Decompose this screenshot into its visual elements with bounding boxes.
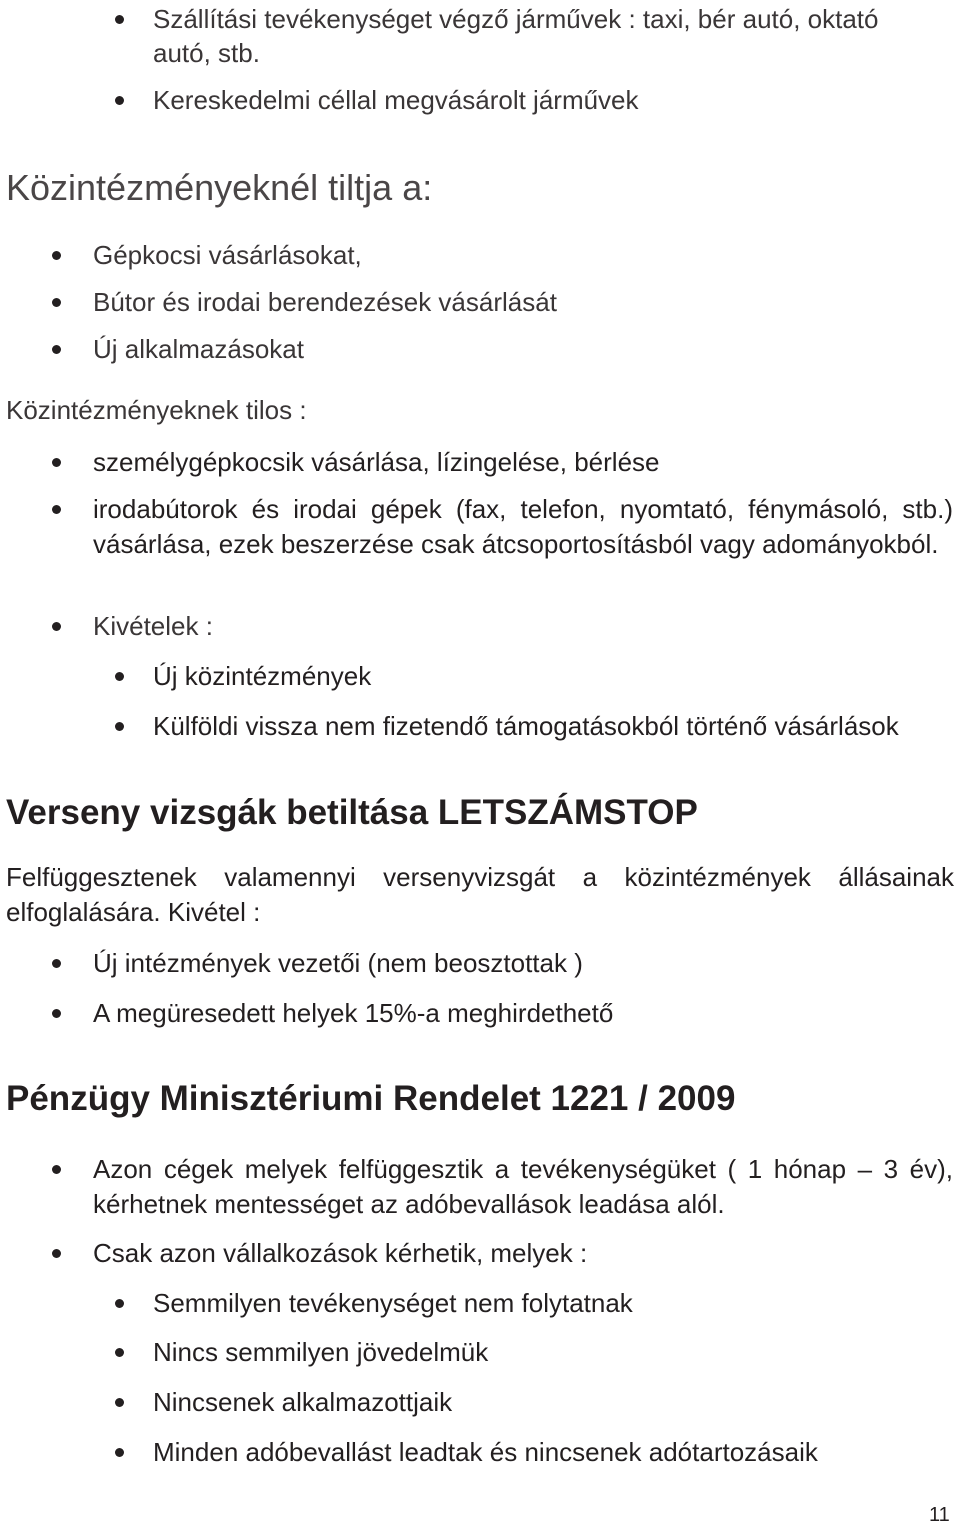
bullet — [115, 1448, 124, 1457]
sub-list-item-text: Nincs semmilyen jövedelmük — [153, 1337, 489, 1367]
list-item-text: Bútor és irodai berendezések vásárlását — [93, 287, 557, 317]
bullet — [115, 1348, 124, 1357]
sub-list-item-text: Külföldi vissza nem fizetendő támogatásokból történő vásárlások — [153, 711, 899, 741]
sub-list-item-text: Új közintézmények — [153, 661, 372, 691]
paragraph: Felfüggesztenek valamennyi versenyvizsgát a közintézmények állásainak elfoglalására. Kivétel : — [6, 862, 954, 927]
list-item-text: személygépkocsik vásárlása, lízingelése, bérlése — [93, 447, 660, 477]
bullet — [52, 1009, 61, 1018]
bullet — [52, 345, 61, 354]
page-number: 11 — [929, 1504, 950, 1526]
bullet — [52, 298, 61, 307]
list-item-text: Kivételek : — [93, 611, 213, 641]
section-heading: Verseny vizsgák betiltása LETSZÁMSTOP — [6, 793, 698, 832]
section-heading: Közintézményeknél tiltja a: — [6, 167, 433, 208]
sub-list-item-text: Nincsenek alkalmazottjaik — [153, 1387, 453, 1417]
bullet — [115, 96, 124, 105]
list-item-text: irodabútorok és irodai gépek (fax, telefon, nyomtató, fénymásoló, stb.) vásárlása, ezek beszerzése csak átcsoportosításból vagy adományokból. — [93, 494, 953, 559]
list-item-text: Azon cégek melyek felfüggesztik a tevékenységüket ( 1 hónap – 3 év), kérhetnek mentességet az adóbevallások leadása alól. — [93, 1154, 953, 1219]
list-item-text: Gépkocsi vásárlásokat, — [93, 240, 362, 270]
bullet — [115, 1299, 124, 1308]
bullet — [52, 458, 61, 467]
bullet — [52, 959, 61, 968]
bullet — [115, 1398, 124, 1407]
list-item-text: A megüresedett helyek 15%-a meghirdethető — [93, 998, 614, 1028]
bullet — [52, 251, 61, 260]
bullet — [115, 722, 124, 731]
paragraph-intro: Közintézményeknek tilos : — [6, 395, 307, 425]
section-heading: Pénzügy Minisztériumi Rendelet 1221 / 2009 — [6, 1079, 736, 1118]
list-item-text: Csak azon vállalkozások kérhetik, melyek : — [93, 1238, 588, 1268]
list-item-text: Szállítási tevékenységet végző járművek : taxi, bér autó, oktató — [153, 4, 879, 34]
bullet — [52, 505, 61, 514]
list-item-text: Új intézmények vezetői (nem beosztottak ) — [93, 948, 583, 978]
bullet — [52, 1249, 61, 1258]
list-item-text: autó, stb. — [153, 38, 260, 68]
bullet — [52, 1165, 61, 1174]
bullet — [52, 622, 61, 631]
list-item-text: Új alkalmazásokat — [93, 334, 304, 364]
bullet — [115, 672, 124, 681]
sub-list-item-text: Semmilyen tevékenységet nem folytatnak — [153, 1288, 633, 1318]
sub-list-item-text: Minden adóbevallást leadtak és nincsenek adótartozásaik — [153, 1437, 818, 1467]
list-item-text: Kereskedelmi céllal megvásárolt járművek — [153, 85, 639, 115]
bullet — [115, 15, 124, 24]
